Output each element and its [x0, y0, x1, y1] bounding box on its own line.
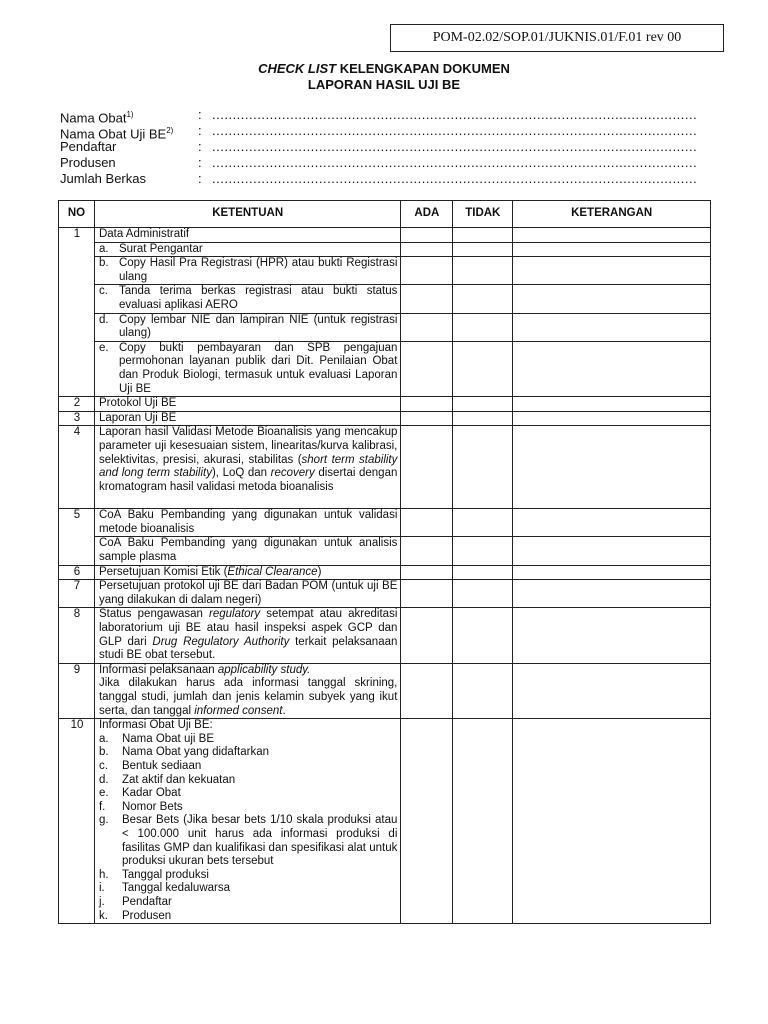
row-number: 1 [59, 228, 95, 397]
requirement-text: Data Administratif [94, 228, 400, 243]
header-ada: ADA [401, 201, 453, 228]
table-row [59, 663, 711, 718]
requirement-text [94, 719, 400, 924]
ada-cell[interactable] [401, 411, 453, 426]
header-no: NO [59, 201, 95, 228]
header-ketentuan: KETENTUAN [94, 201, 400, 228]
ada-cell[interactable] [401, 426, 453, 509]
field-label: Produsen [60, 155, 116, 170]
ada-cell[interactable] [401, 565, 453, 580]
tidak-cell[interactable] [453, 257, 513, 285]
field-blank[interactable]: ...................................................................................................................... [212, 171, 698, 186]
list-item: g. Besar Bets (Jika besar bets 1/10 skala produksi atau < 100.000 unit harus ada informasi produksi di fasilitas GMP dan kualifikasi dan spesifikasi alat untuk produksi ukuran bets tersebut [98, 814, 398, 868]
requirement-subitem: b. Copy Hasil Pra Registrasi (HPR) atau bukti Registrasi ulang [94, 257, 400, 285]
field-colon: : [198, 171, 202, 186]
ada-cell[interactable] [401, 285, 453, 313]
row-number: 5 [59, 509, 95, 565]
list-item: i. Tanggal kedaluwarsa [98, 882, 230, 895]
ada-cell[interactable] [401, 537, 453, 565]
keterangan-cell[interactable] [513, 565, 711, 580]
tidak-cell[interactable] [453, 285, 513, 313]
tidak-cell[interactable] [453, 313, 513, 341]
tidak-cell[interactable] [453, 411, 513, 426]
keterangan-cell[interactable] [513, 663, 711, 718]
tidak-cell[interactable] [453, 426, 513, 509]
ada-cell[interactable] [401, 608, 453, 663]
table-row [59, 313, 711, 341]
table-header-row [59, 201, 711, 228]
requirement-text: Status pengawasan regulatory setempat atau akreditasi laboratorium uji BE atau hasil inspeksi aspek GCP dan GLP dari Drug Regulatory Authority terkait pelaksanaan studi BE obat tersebut. [94, 608, 400, 663]
tidak-cell[interactable] [453, 663, 513, 718]
requirement-text: Protokol Uji BE [94, 397, 400, 412]
list-item: h. Tanggal produksi [98, 868, 209, 881]
ada-cell[interactable] [401, 228, 453, 243]
table-row [59, 411, 711, 426]
tidak-cell[interactable] [453, 608, 513, 663]
requirement-text: Persetujuan Komisi Etik (Ethical Clearance) [94, 565, 400, 580]
field-label: Nama Obat Uji BE$^{2)}$ [60, 126, 174, 142]
header-keterangan: KETERANGAN [513, 201, 711, 228]
keterangan-cell[interactable] [513, 242, 711, 257]
list-item: d. Zat aktif dan kekuatan [98, 773, 236, 786]
requirement-text: Laporan Uji BE [94, 411, 400, 426]
tidak-cell[interactable] [453, 228, 513, 243]
row-number: 6 [59, 565, 95, 580]
table-row [59, 580, 711, 608]
field-colon: : [198, 155, 202, 170]
row-number: 4 [59, 426, 95, 509]
table-row [59, 397, 711, 412]
tidak-cell[interactable] [453, 565, 513, 580]
field-jumlah-berkas [60, 171, 698, 187]
row-number: 7 [59, 580, 95, 608]
tidak-cell[interactable] [453, 397, 513, 412]
tidak-cell[interactable] [453, 719, 513, 924]
field-blank[interactable]: ...................................................................................................................... [212, 139, 698, 154]
keterangan-cell[interactable] [513, 285, 711, 313]
tidak-cell[interactable] [453, 580, 513, 608]
table-row [59, 719, 711, 924]
keterangan-cell[interactable] [513, 341, 711, 396]
keterangan-cell[interactable] [513, 580, 711, 608]
table-row [59, 565, 711, 580]
ada-cell[interactable] [401, 242, 453, 257]
table-row [59, 426, 711, 509]
row-number: 3 [59, 411, 95, 426]
row-number: 2 [59, 397, 95, 412]
list-item: b. Nama Obat yang didaftarkan [98, 746, 269, 759]
field-produsen [60, 155, 698, 171]
row-number: 10 [59, 719, 95, 924]
table-row [59, 242, 711, 257]
list-item: j. Pendaftar [98, 895, 172, 908]
keterangan-cell[interactable] [513, 719, 711, 924]
field-colon: : [198, 139, 202, 154]
requirement-subitem: d. Copy lembar NIE dan lampiran NIE (untuk registrasi ulang) [94, 313, 400, 341]
field-pendaftar [60, 139, 698, 155]
field-label: Pendaftar [60, 139, 117, 154]
keterangan-cell[interactable] [513, 608, 711, 663]
ada-cell[interactable] [401, 509, 453, 537]
field-blank[interactable]: ...................................................................................................................... [212, 123, 698, 138]
requirement-text: Persetujuan protokol uji BE dari Badan POM (untuk uji BE yang dilakukan di dalam negeri) [94, 580, 400, 608]
field-label: Jumlah Berkas [60, 171, 146, 186]
field-colon: : [198, 123, 202, 138]
requirement-subitem: c. Tanda terima berkas registrasi atau bukti status evaluasi aplikasi AERO [94, 285, 400, 313]
table-row [59, 537, 711, 565]
document-title-line1 [0, 61, 768, 76]
table-row [59, 228, 711, 243]
header-fields [60, 107, 698, 187]
keterangan-cell[interactable] [513, 426, 711, 509]
tidak-cell[interactable] [453, 537, 513, 565]
field-colon: : [198, 107, 202, 122]
checklist-table [58, 200, 711, 924]
tidak-cell[interactable] [453, 509, 513, 537]
list-item: a. Nama Obat uji BE [98, 732, 214, 745]
requirement-text: CoA Baku Pembanding yang digunakan untuk analisis sample plasma [94, 537, 400, 565]
table-row [59, 285, 711, 313]
keterangan-cell[interactable] [513, 509, 711, 537]
list-item: f. Nomor Bets [98, 800, 183, 813]
tidak-cell[interactable] [453, 242, 513, 257]
title-rest: KELENGKAPAN DOKUMEN [336, 61, 510, 76]
table-row [59, 608, 711, 663]
ada-cell[interactable] [401, 663, 453, 718]
requirement-text: Laporan hasil Validasi Metode Bioanalisis yang mencakup parameter uji kesesuaian sistem, linearitas/kurva kalibrasi, selektivitas, presisi, akurasi, stabilitas (short term stability and long term stability), LoQ dan recovery disertai dengan kromatogram hasil validasi metoda bioanalisis [94, 426, 400, 509]
ada-cell[interactable] [401, 313, 453, 341]
field-nama-obat [60, 107, 698, 126]
document-title-line2: LAPORAN HASIL UJI BE [307, 77, 461, 92]
info-heading: Informasi Obat Uji BE: [98, 719, 213, 732]
table-row [59, 341, 711, 396]
document-code-box: POM-02.02/SOP.01/JUKNIS.01/F.01 rev 00 [390, 24, 724, 52]
field-blank[interactable]: ...................................................................................................................... [212, 155, 698, 170]
keterangan-cell[interactable] [513, 257, 711, 285]
keterangan-cell[interactable] [513, 537, 711, 565]
list-item: c. Bentuk sediaan [98, 759, 202, 772]
tidak-cell[interactable] [453, 341, 513, 396]
ada-cell[interactable] [401, 719, 453, 924]
row-number: 8 [59, 608, 95, 663]
title-checklist-italic: CHECK LIST [258, 61, 337, 76]
field-label: Nama Obat$^{1)}$ [60, 110, 134, 126]
ada-cell[interactable] [401, 257, 453, 285]
keterangan-cell[interactable] [513, 397, 711, 412]
requirement-subitem: a. Surat Pengantar [94, 242, 400, 257]
table-row [59, 257, 711, 285]
ada-cell[interactable] [401, 341, 453, 396]
keterangan-cell[interactable] [513, 411, 711, 426]
requirement-text: CoA Baku Pembanding yang digunakan untuk validasi metode bioanalisis [94, 509, 400, 537]
list-item: e. Kadar Obat [98, 787, 181, 800]
field-blank[interactable]: ...................................................................................................................... [212, 107, 698, 122]
table-row [59, 509, 711, 537]
header-tidak: TIDAK [453, 201, 513, 228]
list-item: k. Produsen [98, 909, 172, 922]
row-number: 9 [59, 663, 95, 718]
requirement-text: Informasi pelaksanaan applicability study. Jika dilakukan harus ada informasi tanggal skrining, tanggal studi, jumlah dan jenis kelamin subyek yang ikut serta, dan tanggal informed consent. [94, 663, 400, 718]
requirement-subitem: e. Copy bukti pembayaran dan SPB pengajuan permohonan layanan publik dari Dit. Penilaian Obat dan Produk Biologi, termasuk untuk evaluasi Laporan Uji BE [94, 341, 400, 396]
ada-cell[interactable] [401, 580, 453, 608]
ada-cell[interactable] [401, 397, 453, 412]
keterangan-cell[interactable] [513, 228, 711, 243]
keterangan-cell[interactable] [513, 313, 711, 341]
field-nama-obat-uji-be [60, 123, 698, 142]
